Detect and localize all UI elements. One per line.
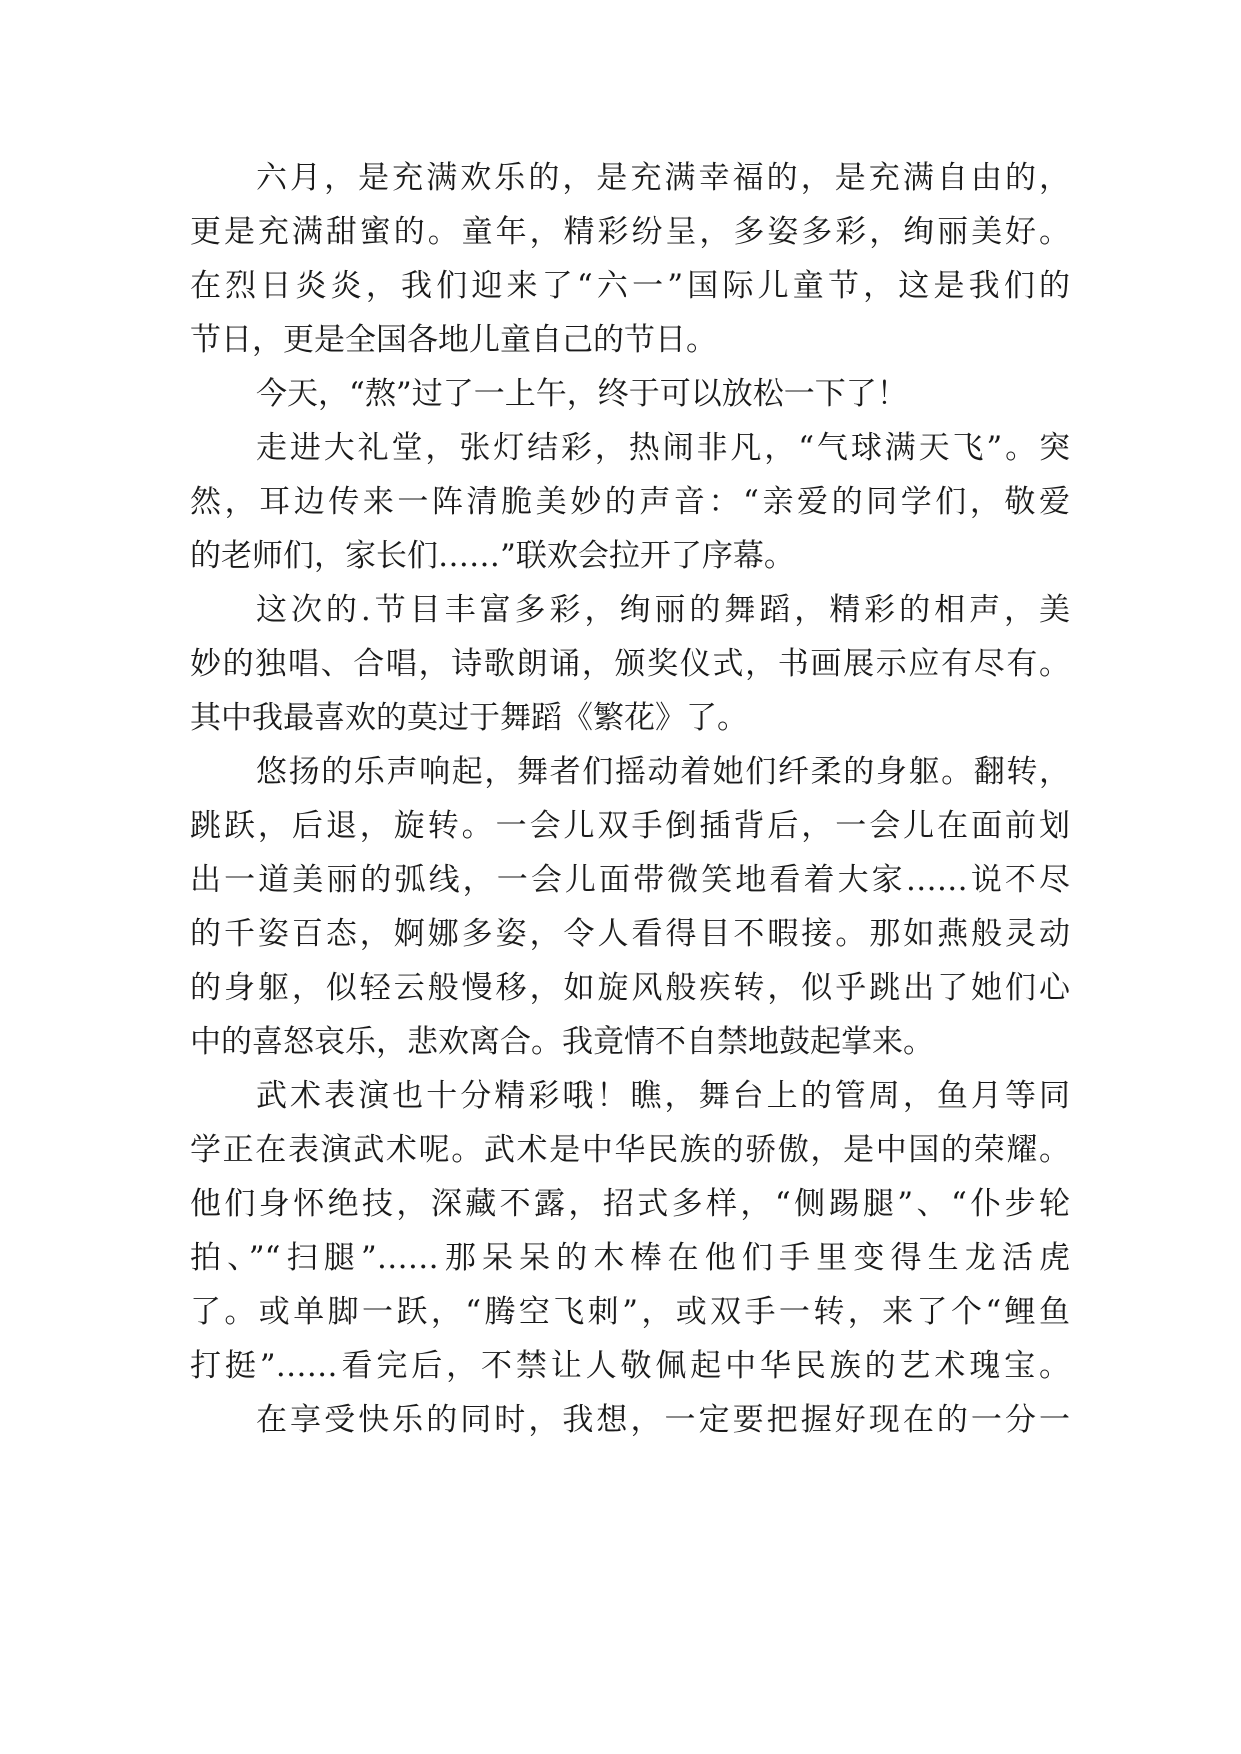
paragraph-6-line-5: 了。或单脚一跃，“腾空飞刺”，或双手一转，来了个“鲤鱼 [190, 1294, 1070, 1330]
paragraph-4-line-1: 这次的.节目丰富多彩，绚丽的舞蹈，精彩的相声，美 [256, 592, 1070, 628]
paragraph-6-line-4: 拍、”“扫腿”……那呆呆的木棒在他们手里变得生龙活虎 [190, 1240, 1070, 1276]
paragraph-5-line-3: 出一道美丽的弧线，一会儿面带微笑地看着大家……说不尽 [190, 862, 1070, 898]
paragraph-6-line-2: 学正在表演武术呢。武术是中华民族的骄傲，是中国的荣耀。 [190, 1132, 1070, 1168]
paragraph-3-line-1: 走进大礼堂，张灯结彩，热闹非凡，“气球满天飞”。突 [256, 430, 1070, 466]
paragraph-4-line-3: 其中我最喜欢的莫过于舞蹈《繁花》了。 [190, 700, 748, 736]
paragraph-3-line-3: 的老师们，家长们……”联欢会拉开了序幕。 [190, 538, 795, 574]
paragraph-5-line-6: 中的喜怒哀乐，悲欢离合。我竟情不自禁地鼓起掌来。 [190, 1024, 934, 1060]
paragraph-1-line-1: 六月，是充满欢乐的，是充满幸福的，是充满自由的， [256, 160, 1070, 196]
paragraph-7-line-1: 在享受快乐的同时，我想，一定要把握好现在的一分一 [256, 1402, 1070, 1438]
paragraph-6-line-3: 他们身怀绝技，深藏不露，招式多样，“侧踢腿”、“仆步轮 [190, 1186, 1070, 1222]
paragraph-4-line-2: 妙的独唱、合唱，诗歌朗诵，颁奖仪式，书画展示应有尽有。 [190, 646, 1070, 682]
paragraph-6-line-6: 打挺”……看完后，不禁让人敬佩起中华民族的艺术瑰宝。 [190, 1348, 1070, 1384]
paragraph-2-line-1: 今天，“熬”过了一上午，终于可以放松一下了！ [256, 376, 908, 412]
paragraph-5-line-5: 的身躯，似轻云般慢移，如旋风般疾转，似乎跳出了她们心 [190, 970, 1070, 1006]
paragraph-1-line-2: 更是充满甜蜜的。童年，精彩纷呈，多姿多彩，绚丽美好。 [190, 214, 1070, 250]
paragraph-6-line-1: 武术表演也十分精彩哦！瞧，舞台上的管周，鱼月等同 [256, 1078, 1070, 1114]
paragraph-5-line-2: 跳跃，后退，旋转。一会儿双手倒插背后，一会儿在面前划 [190, 808, 1070, 844]
paragraph-5-line-4: 的千姿百态，婀娜多姿，令人看得目不暇接。那如燕般灵动 [190, 916, 1070, 952]
paragraph-1-line-4: 节日，更是全国各地儿童自己的节日。 [190, 322, 717, 358]
paragraph-1-line-3: 在烈日炎炎，我们迎来了“六一”国际儿童节，这是我们的 [190, 268, 1070, 304]
paragraph-3-line-2: 然，耳边传来一阵清脆美妙的声音：“亲爱的同学们，敬爱 [190, 484, 1070, 520]
paragraph-5-line-1: 悠扬的乐声响起，舞者们摇动着她们纤柔的身躯。翻转， [256, 754, 1070, 790]
